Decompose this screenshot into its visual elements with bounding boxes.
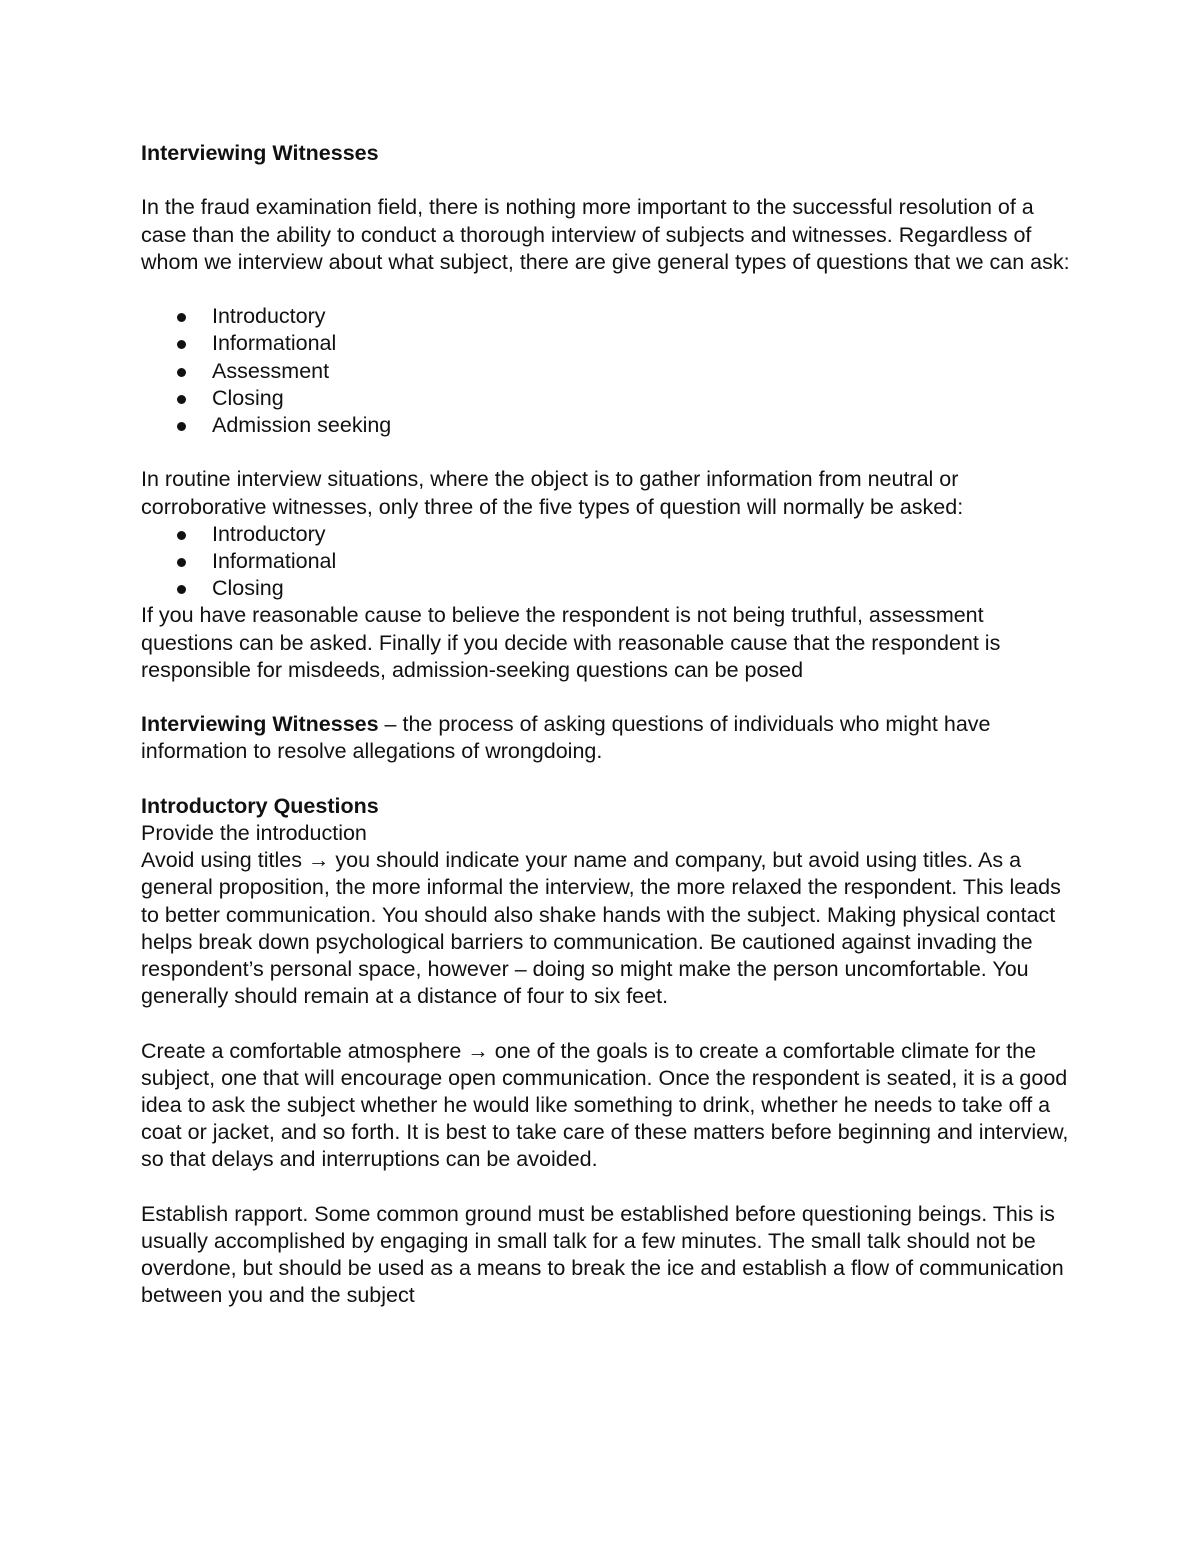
routine-types-list: [141, 521, 1071, 603]
bullet-icon: [177, 313, 186, 322]
list-item: Closing: [141, 575, 1071, 602]
list-item: Introductory: [141, 521, 1071, 548]
bullet-icon: [177, 585, 186, 594]
list-item: Introductory: [141, 303, 1071, 330]
list-item: Admission seeking: [141, 412, 1071, 439]
definition-text: – the process of asking questions of individuals who might have information to resolve allegations of wrongdoing.: [141, 712, 991, 764]
document-page: [141, 140, 1071, 1310]
definition-paragraph: [141, 711, 1071, 765]
bullet-icon: [177, 558, 186, 567]
bullet-icon: [177, 340, 186, 349]
bullet-icon: [177, 368, 186, 377]
list-item: Informational: [141, 330, 1071, 357]
spacer: [141, 439, 1071, 466]
arrow-right-icon: →: [467, 1038, 489, 1063]
arrow-right-icon: →: [307, 848, 330, 873]
list-item: Assessment: [141, 358, 1071, 385]
truthful-paragraph: If you have reasonable cause to believe the respondent is not being truthful, assessment questions can be asked. Finally if you decide with reasonable cause that the respondent is responsible for misdeeds, admission-seeking questions can be posed: [141, 603, 1001, 682]
spacer: [141, 684, 1071, 711]
bullet-icon: [177, 422, 186, 431]
bullet-icon: [177, 531, 186, 540]
spacer: [141, 1174, 1071, 1201]
bullet-icon: [177, 395, 186, 404]
section-heading: Introductory Questions: [141, 793, 379, 818]
list-item: Informational: [141, 548, 1071, 575]
provide-introduction-line: Provide the introduction: [141, 821, 367, 845]
rapport-paragraph: Establish rapport. Some common ground must be established before questioning beings. This is usually accomplished by engaging in small talk for a few minutes. The small talk should not be overdone, but should be used as a means to break the ice and establish a flow of communication between you and the subject: [141, 1201, 1064, 1308]
intro-paragraph: In the fraud examination field, there is nothing more important to the successful resolution of a case than the ability to conduct a thorough interview of subjects and witnesses. Regardless of whom we interview about what subject, there are give general types of questions that we can ask:: [141, 195, 1070, 274]
document-title: Interviewing Witnesses: [141, 141, 379, 165]
spacer: [141, 1010, 1071, 1037]
question-types-list: [141, 303, 1071, 439]
spacer: [141, 276, 1071, 303]
titles-paragraph: Avoid using titles → you should indicate your name and company, but avoid using titles. As a general proposition, the more informal the interview, the more relaxed the respondent. This leads to better communication. You should also shake hands with the subject. Making physical contact helps break down psychological barriers to communication. Be cautioned against invading the respondent’s personal space, however – doing so might make the person uncomfortable. You generally should remain at a distance of four to six feet.: [141, 848, 1061, 1009]
spacer: [141, 766, 1071, 793]
spacer: [141, 167, 1071, 194]
atmosphere-paragraph: Create a comfortable atmosphere → one of the goals is to create a comfortable climate for the subject, one that will encourage open communication. Once the respondent is seated, it is a good idea to ask the subject whether he would like something to drink, whether he needs to take off a coat or jacket, and so forth. It is best to take care of these matters before beginning and interview, so that delays and interruptions can be avoided.: [141, 1038, 1069, 1172]
definition-term: Interviewing Witnesses: [141, 712, 379, 737]
list-item: Closing: [141, 385, 1071, 412]
routine-paragraph: In routine interview situations, where the object is to gather information from neutral or corroborative witnesses, only three of the five types of question will normally be asked:: [141, 467, 964, 519]
